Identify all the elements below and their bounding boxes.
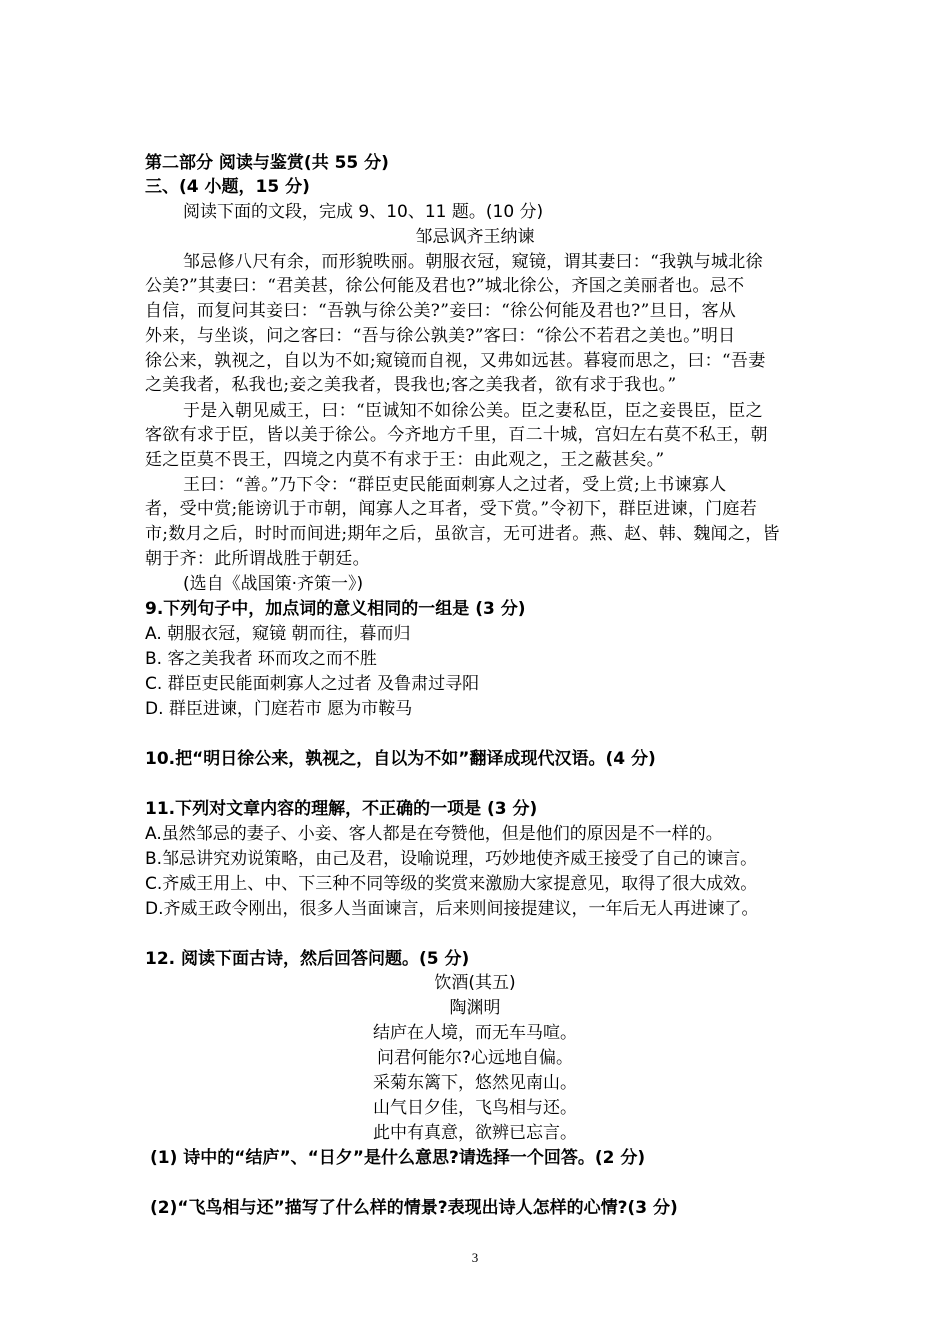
question-12-sub-1: (1) 诗中的“结庐”、“日夕”是什么意思?请选择一个回答。(2 分) [150,1148,646,1168]
poem-line: 结庐在人境，而无车马喧。 [373,1023,577,1043]
question-12-stem: 12. 阅读下面古诗，然后回答问题。(5 分) [145,949,470,969]
question-11-option-b: B.邹忌讲究劝说策略，由己及君，设喻说理，巧妙地使齐威王接受了自己的谏言。 [145,849,758,869]
passage-line: 徐公来，孰视之，自以为不如;窥镜而自视，又弗如远甚。暮寝而思之，曰：“吾妻 [145,351,766,371]
passage-line: 者，受中赏;能谤讥于市朝，闻寡人之耳者，受下赏。”令初下，群臣进谏，门庭若 [145,499,758,519]
question-9-option-a: A. 朝服衣冠，窥镜 朝而往，暮而归 [145,624,411,644]
question-12-sub-2: (2)“飞鸟相与还”描写了什么样的情景?表现出诗人怎样的心情?(3 分) [150,1198,678,1218]
passage-line: 朝于齐：此所谓战胜于朝廷。 [145,549,370,569]
poem-author: 陶渊明 [449,998,501,1018]
passage-line: 市;数月之后，时时而间进;期年之后，虽欲言，无可进者。燕、赵、韩、魏闻之，皆 [145,524,780,544]
passage-line: 客欲有求于臣，皆以美于徐公。今齐地方千里，百二十城，宫妇左右莫不私王，朝 [145,425,768,445]
poem-line: 山气日夕佳，飞鸟相与还。 [373,1098,577,1118]
passage-line: 于是入朝见威王，曰：“臣诚知不如徐公美。臣之妻私臣，臣之妾畏臣，臣之 [183,401,763,421]
section-heading: 三、(4 小题，15 分) [145,177,310,197]
reading-instruction: 阅读下面的文段，完成 9、10、11 题。(10 分) [183,202,544,222]
passage-line: 邹忌修八尺有余，而形貌昳丽。朝服衣冠，窥镜，谓其妻曰：“我孰与城北徐 [183,252,763,272]
page-number: 3 [471,1250,479,1265]
question-11-option-d: D.齐威王政令刚出，很多人当面谏言，后来则间接提建议，一年后无人再进谏了。 [145,899,759,919]
question-9-stem: 9.下列句子中，加点词的意义相同的一组是 (3 分) [145,599,526,619]
passage-line: 自信，而复问其妾曰：“吾孰与徐公美?”妾曰：“徐公何能及君也?”旦日，客从 [145,301,737,321]
passage-title: 邹忌讽齐王纳谏 [415,227,535,247]
question-10-stem: 10.把“明日徐公来，孰视之，自以为不如”翻译成现代汉语。(4 分) [145,749,656,769]
part-heading: 第二部分 阅读与鉴赏(共 55 分) [145,153,389,173]
passage-source: (选自《战国策·齐策一》) [183,574,364,594]
poem-title: 饮酒(其五) [434,973,516,993]
poem-line: 此中有真意，欲辨已忘言。 [373,1123,577,1143]
question-9-option-c: C. 群臣吏民能面刺寡人之过者 及鲁肃过寻阳 [145,674,480,694]
passage-line: 之美我者，私我也;妾之美我者，畏我也;客之美我者，欲有求于我也。” [145,375,677,395]
question-9-option-b: B. 客之美我者 环而攻之而不胜 [145,649,377,669]
poem-line: 问君何能尔?心远地自偏。 [376,1048,574,1068]
passage-line: 王曰：“善。”乃下令：“群臣吏民能面刺寡人之过者，受上赏;上书谏寡人 [183,475,727,495]
question-9-option-d: D. 群臣进谏，门庭若市 愿为市鞍马 [145,699,413,719]
question-11-option-a: A.虽然邹忌的妻子、小妾、客人都是在夸赞他，但是他们的原因是不一样的。 [145,824,723,844]
poem-line: 采菊东篱下，悠然见南山。 [373,1073,577,1093]
passage-line: 公美?”其妻曰：“君美甚，徐公何能及君也?”城北徐公，齐国之美丽者也。忌不 [145,276,745,296]
passage-line: 廷之臣莫不畏王，四境之内莫不有求于王：由此观之，王之蔽甚矣。” [145,450,665,470]
question-11-stem: 11.下列对文章内容的理解，不正确的一项是 (3 分) [145,799,538,819]
passage-line: 外来，与坐谈，问之客曰：“吾与徐公孰美?”客曰：“徐公不若君之美也。”明日 [145,326,736,346]
question-11-option-c: C.齐威王用上、中、下三种不同等级的奖赏来激励大家提意见，取得了很大成效。 [145,874,758,894]
